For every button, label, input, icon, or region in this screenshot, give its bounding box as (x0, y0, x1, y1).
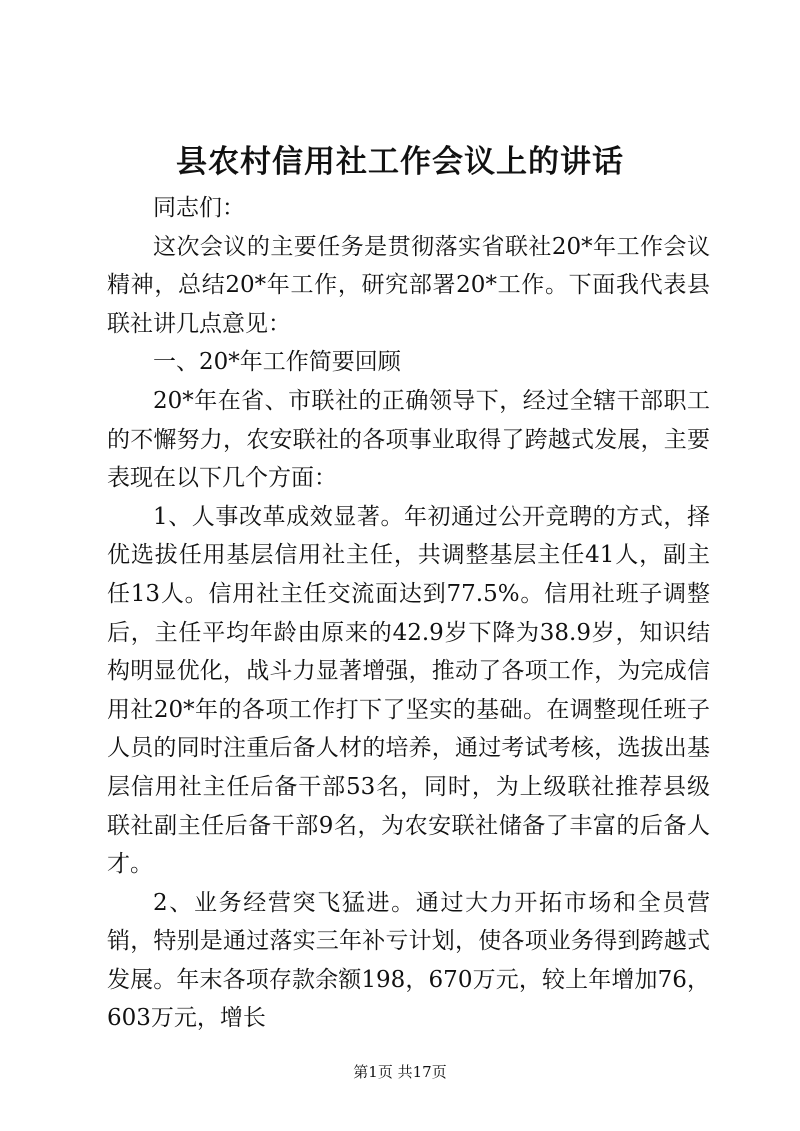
personnel-reform-paragraph: 1、人事改革成效显著。年初通过公开竞聘的方式，择优选拔任用基层信用社主任，共调整基层主任41人，副主任13人。信用社主任交流面达到77.5%。信用社班子调整后，主任平均年龄由原来的42.9岁下降为38.9岁，知识结构明显优化，战斗力显著增强，推动了各项工作，为完成信用社20*年的各项工作打下了坚实的基础。在调整现任班子人员的同时注重后备人材的培养，通过考试考核，选拔出基层信用社主任后备干部53名，同时，为上级联社推荐县级联社副主任后备干部9名，为农安联社储备了丰富的后备人才。 (107, 503, 710, 878)
greeting-paragraph: 同志们： (153, 195, 245, 221)
business-growth-paragraph: 2、业务经营突飞猛进。通过大力开拓市场和全员营销，特别是通过落实三年补亏计划，使各项业务得到跨越式发展。年末各项存款余额198，670万元，较上年增加76，603万元，增长 (107, 889, 710, 1032)
document-body (107, 189, 710, 1038)
section-heading: 一、20*年工作简要回顾 (153, 349, 401, 376)
review-paragraph: 20*年在省、市联社的正确领导下，经过全辖干部职工的不懈努力，农安联社的各项事业取得了跨越式发展，主要表现在以下几个方面： (107, 387, 710, 492)
document-title: 县农村信用社工作会议上的讲话 (176, 144, 624, 180)
intro-paragraph: 这次会议的主要任务是贯彻落实省联社20*年工作会议精神，总结20*年工作，研究部署20*工作。下面我代表县联社讲几点意见： (107, 233, 710, 337)
page-number-footer: 第1页 共17页 (353, 1063, 447, 1081)
